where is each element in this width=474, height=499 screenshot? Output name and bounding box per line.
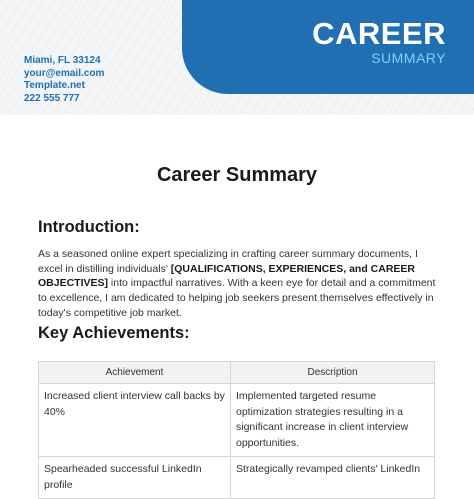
achievements-table: [38, 361, 435, 499]
banner-subtitle: SUMMARY: [371, 50, 446, 66]
page-header: [0, 0, 474, 115]
column-header-description: Description: [231, 362, 435, 384]
intro-text-start: As a seasoned online expert specializing in crafting career summary documents, I excel in distilling individuals': [38, 248, 418, 275]
contact-address: Miami, FL 33124: [24, 55, 101, 66]
description-cell: Strategically revamped clients' LinkedIn: [231, 457, 435, 499]
contact-website: Template.net: [24, 80, 85, 91]
intro-text-end: into impactful narratives. With a keen eye for detail and a commitment to excellence, I am dedicated to helping job seekers present themselves effectively in today's competitive job market.: [38, 277, 436, 319]
achievement-cell: Spearheaded successful LinkedIn profile: [39, 457, 231, 499]
table-row: [39, 457, 435, 499]
column-header-achievement: Achievement: [39, 362, 231, 384]
table-header-row: [39, 362, 435, 384]
contact-info: [24, 55, 104, 105]
banner-title: CAREER: [312, 16, 446, 51]
intro-highlight: [QUALIFICATIONS, EXPERIENCES, and CAREER OBJECTIVES]: [38, 262, 415, 290]
contact-phone: 222 555 777: [24, 92, 80, 104]
table-row: [39, 384, 435, 457]
description-cell: Implemented targeted resume optimization strategies resulting in a significant increase in client interview opportunities.: [231, 384, 435, 457]
achievements-heading: Key Achievements:: [38, 324, 190, 342]
introduction-heading: Introduction:: [38, 218, 140, 236]
contact-email: your@email.com: [24, 67, 105, 79]
title-banner: [182, 0, 474, 94]
introduction-paragraph: [38, 247, 438, 321]
achievement-cell: Increased client interview call backs by 40%: [39, 384, 231, 457]
document-title: Career Summary: [156, 164, 318, 186]
